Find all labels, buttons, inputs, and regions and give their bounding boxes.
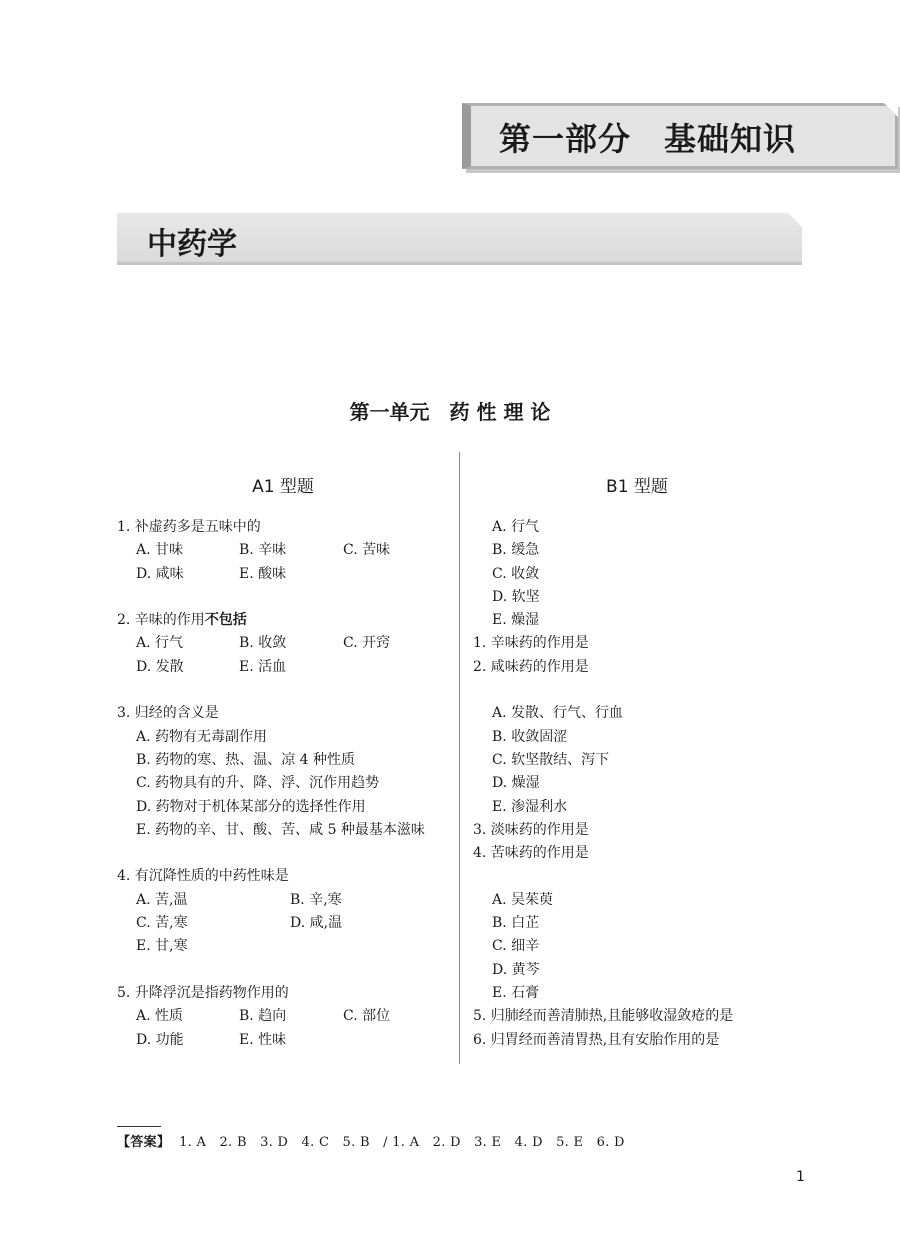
option: D. 发散 [136,658,184,675]
question-stem: 2. 辛味的作用 [117,612,205,629]
option: A. 行气 [136,635,184,652]
a1-heading: A1 型题 [252,477,314,497]
b1-heading: B1 型题 [606,477,668,497]
option: E. 甘,寒 [136,938,188,955]
question-stem: 4. 有沉降性质的中药性味是 [117,868,289,885]
question-stem: 5. 升降浮沉是指药物作用的 [117,984,289,1001]
question [117,609,447,679]
part-title: 第一部分 基础知识 [499,120,797,158]
option: B. 辛味 [239,542,287,559]
option: C. 收敛 [492,565,540,582]
question-stem-emphasis: 不包括 [204,612,247,629]
page-number: 1 [796,1169,805,1185]
answer-key [117,1131,625,1150]
a1-column [117,516,447,1052]
answer-key-text: 1. A 2. B 3. D 4. C 5. B / 1. A 2. D 3. E 4. D 5. E 6. D [179,1135,625,1150]
subject-banner [117,213,802,265]
question-stem: 3. 归经的含义是 [117,705,219,722]
question-stem: 5. 归肺经而善清肺热,且能够收湿敛疮的是 [473,1008,734,1025]
option: A. 苦,温 [136,891,188,908]
option: B. 缓急 [492,542,540,559]
option: A. 吴茱萸 [492,891,554,908]
question-stem: 1. 辛味药的作用是 [473,635,589,652]
question-stem: 1. 补虚药多是五味中的 [117,519,261,535]
option: B. 收敛 [239,635,287,652]
option: A. 药物有无毒副作用 [136,728,268,745]
option: A. 行气 [492,519,540,535]
option: E. 渗湿利水 [492,798,568,815]
subject-title: 中药学 [147,227,237,262]
option: C. 部位 [343,1008,391,1025]
b1-column [473,516,803,1052]
option: C. 苦,寒 [136,915,188,932]
option: D. 燥湿 [492,775,540,792]
option: A. 性质 [136,1008,184,1025]
option: E. 活血 [239,658,287,675]
option: C. 苦味 [343,542,391,559]
option: C. 开窍 [343,635,391,652]
option: D. 软坚 [492,588,540,605]
option: D. 功能 [136,1031,184,1048]
question-stem: 2. 咸味药的作用是 [473,658,589,675]
option: E. 酸味 [239,565,287,582]
option: E. 性味 [239,1031,287,1048]
answer-key-label: 【答案】 [117,1135,171,1150]
column-divider [459,452,460,1064]
option: C. 软坚散结、泻下 [492,751,610,768]
question-stem: 6. 归胃经而善清胃热,且有安胎作用的是 [473,1031,720,1048]
part-banner [462,103,898,169]
question [117,516,447,586]
option: D. 黄芩 [492,961,540,978]
option: D. 咸味 [136,565,184,582]
question-stem: 3. 淡味药的作用是 [473,821,589,838]
option: B. 趋向 [239,1008,287,1025]
question [117,982,447,1052]
question [117,702,447,842]
option: A. 甘味 [136,542,184,559]
option: B. 药物的寒、热、温、凉 4 种性质 [136,751,355,768]
question-stem: 4. 苦味药的作用是 [473,845,589,862]
option: E. 药物的辛、甘、酸、苦、咸 5 种最基本滋味 [136,821,425,838]
question [117,865,447,958]
unit-title: 第一单元 药 性 理 论 [349,400,551,424]
option: D. 药物对于机体某部分的选择性作用 [136,798,366,815]
option: A. 发散、行气、行血 [492,705,624,722]
option: B. 白芷 [492,915,540,932]
option: E. 石膏 [492,984,540,1001]
option: B. 辛,寒 [290,891,342,908]
option: B. 收敛固涩 [492,728,568,745]
option: C. 药物具有的升、降、浮、沉作用趋势 [136,775,380,792]
answers-rule [117,1126,161,1127]
option: D. 咸,温 [290,915,343,932]
option: E. 燥湿 [492,612,540,629]
option: C. 细辛 [492,938,540,955]
